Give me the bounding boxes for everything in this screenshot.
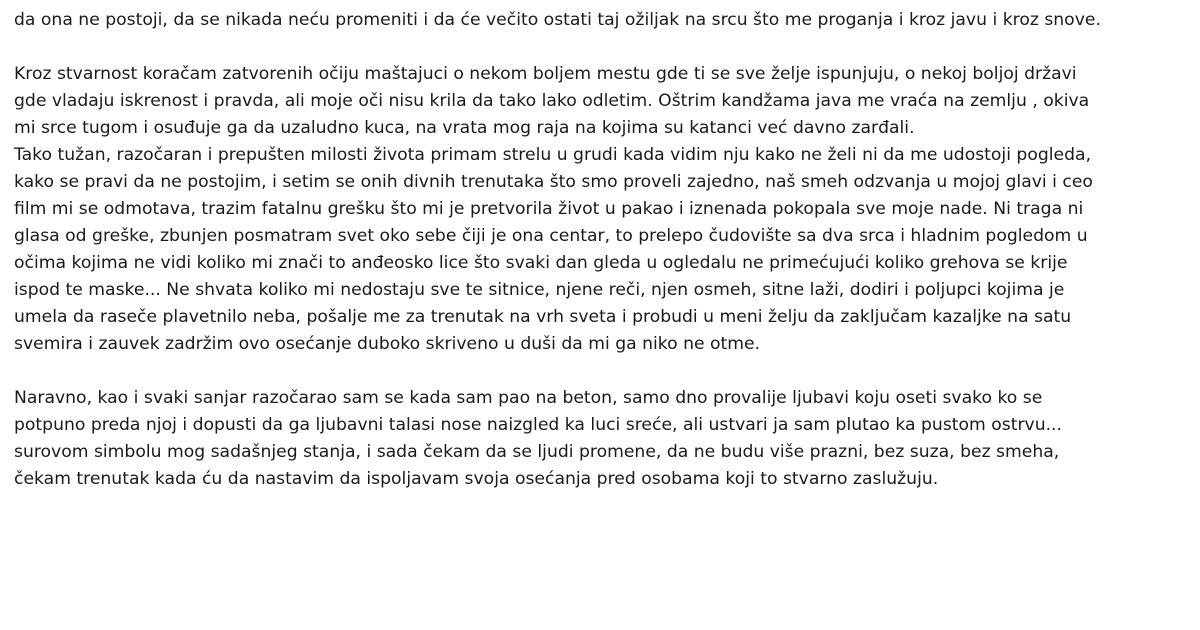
- text-line: kako se pravi da ne postojim, i setim se onih divnih trenutaka što smo proveli zajedno, naš smeh odzvanja u mojoj glavi i ceo: [14, 172, 1093, 192]
- text-line: da ona ne postoji, da se nikada neću promeniti i da će večito ostati taj ožiljak na srcu što me proganja i kroz javu i kroz snove.: [14, 10, 1101, 30]
- text-line: čekam trenutak kada ću da nastavim da ispoljavam svoja osećanja pred osobama koji to stvarno zaslužuju.: [14, 469, 939, 489]
- text-line: glasa od greške, zbunjen posmatram svet oko sebe čiji je ona centar, to prelepo čudovište sa dva srca i hladnim pogledom u: [14, 226, 1088, 246]
- text-line: Kroz stvarnost koračam zatvorenih očiju maštajuci o nekom boljem mestu gde ti se sve želje ispunjuju, o nekoj boljoj državi: [14, 64, 1077, 84]
- text-line: očima kojima ne vidi koliko mi znači to anđeosko lice što svaki dan gleda u ogledalu ne primećujući koliko grehova se krije: [14, 253, 1068, 273]
- text-line: umela da raseče plavetnilo neba, pošalje me za trenutak na vrh sveta i probudi u meni želju da zaključam kazaljke na satu: [14, 307, 1072, 327]
- text-line: Naravno, kao i svaki sanjar razočarao sam se kada sam pao na beton, samo dno provalije ljubavi koju oseti svako ko se: [14, 388, 1043, 408]
- text-line: surovom simbolu mog sadašnjeg stanja, i sada čekam da se ljudi promene, da ne budu više prazni, bez suza, bez smeha,: [14, 442, 1060, 462]
- text-line: Tako tužan, razočaran i prepušten milosti života primam strelu u grudi kada vidim nju kako ne želi ni da me udostoji pogleda,: [14, 145, 1092, 165]
- text-line: gde vladaju iskrenost i pravda, ali moje oči nisu krila da tako lako odletim. Oštrim kandžama java me vraća na zemlju , okiva: [14, 91, 1090, 111]
- text-line: potpuno preda njoj i dopusti da ga ljubavni talasi nose naizgled ka luci sreće, ali ustvari ja sam plutao ka pustom ostrvu...: [14, 415, 1062, 435]
- text-line: svemira i zauvek zadržim ovo osećanje duboko skriveno u duši da mi ga niko ne otme.: [14, 334, 761, 354]
- text-line: mi srce tugom i osuđuje ga da uzaludno kuca, na vrata mog raja na kojima su katanci već davno zarđali.: [14, 118, 915, 138]
- text-line: film mi se odmotava, trazim fatalnu grešku što mi je pretvorila život u pakao i iznenada pokopala sve moje nade. Ni traga ni: [14, 199, 1084, 219]
- text-line: ispod te maske... Ne shvata koliko mi nedostaju sve te sitnice, njene reči, njen osmeh, sitne laži, dodiri i poljupci kojima je: [14, 280, 1065, 300]
